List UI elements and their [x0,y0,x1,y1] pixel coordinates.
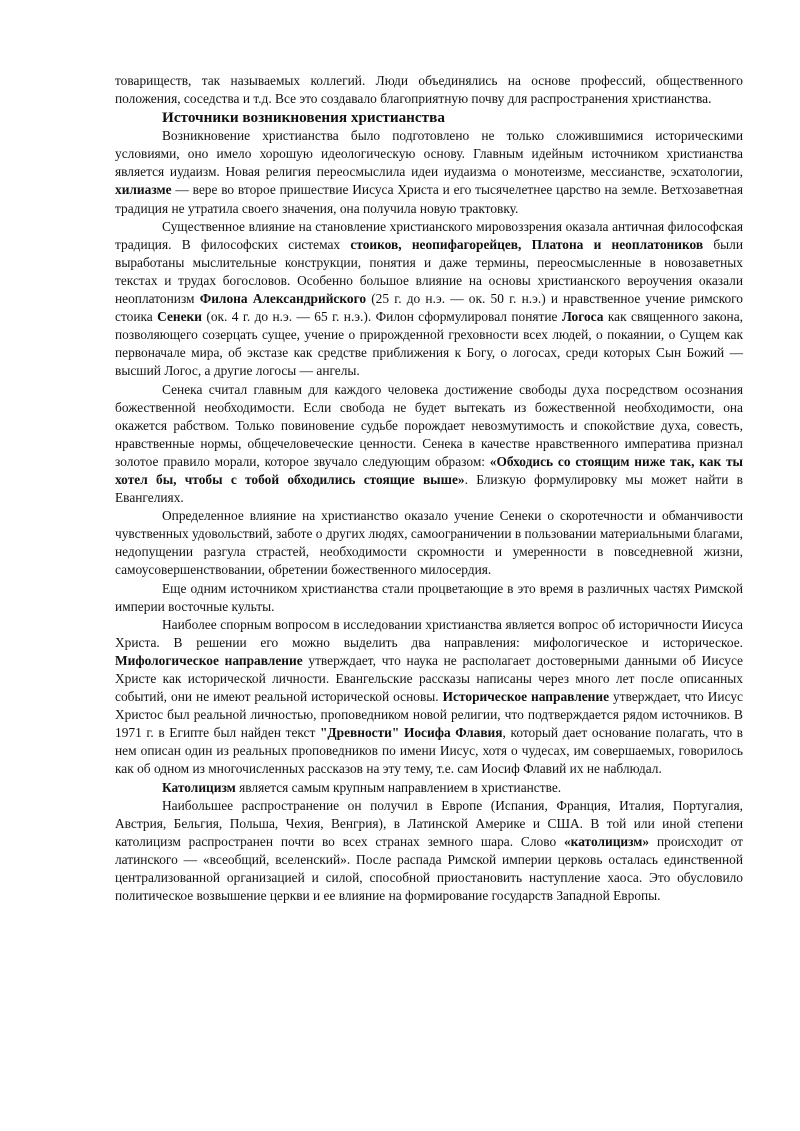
term-catholicism-word: «католицизм» [563,833,650,849]
text-run: , который дает основание полагать, что в нем описан один из реальных проповедников по имени Иисус, хотя о чудесах, им совершаемых, говорилось как об одном из многочисленных рассказов на эту тему, т.е. сам Иосиф Флавий их не наблюдал. [115,725,744,777]
paragraph-text: товариществ, так называемых коллегий. Люди объединялись на основе профессий, общественного положения, соседства и т.д. Все это создавало благоприятную почву для распространения христианства. [115,73,743,107]
term-chiliasm: хилиазме [115,182,172,198]
paragraph-eastern-cults [115,580,743,616]
term-catholicism: Католицизм [162,779,236,795]
text-run: . Близкую формулировку мы может найти в Евангелиях. [115,471,743,506]
text-run: были выработаны мыслительные конструкции, понятия и даже термины, переосмысленные в новозаветных текстах и трудах богословов. Особенно большое влияние на основы христианского вероучения оказали неоплатонизм [115,236,744,307]
term-mythological: Мифологическое направление [115,652,303,668]
term-schools: стоиков, неопифагорейцев, Платона и неоплатоников [350,236,704,252]
paragraph-catholicism [115,779,743,797]
text-run: как священного закона, позволяющего созерцать сущее, учение о прирожденной греховности всех людей, о покаянии, о Сущем как первоначале мира, об экстазе как средстве приближения к Богу, о логосах, среди которых Сын Божий — высший Логос, а другие логосы — ангелы. [115,309,744,379]
text-run: Наиболее спорным вопросом в исследовании христианства является вопрос об историчности Иисуса Христа. В решении его можно выделить два направления: мифологическое и историческое. [115,616,743,650]
text-run: Сенека считал главным для каждого человека достижение свободы духа посредством осознания божественной необходимости. Если свобода не будет вытекать из божественной необходимости, она окажется рабством. Только повиновение судьбе порождает невозмутимость и спокойствие духа, совесть, нравственные нормы, общечеловеческие ценности. Сенека в качестве нравственного императива признал золотое правило морали, которое звучало следующим образом: [115,381,743,469]
golden-rule-quote: «Обходись со стоящим ниже так, как ты хотел бы, чтобы с тобой обходились стоящие выше» [115,453,743,487]
term-philo: Филона Александрийского [199,291,367,307]
paragraph-philosophy [115,218,743,381]
paragraph-catholicism-spread [115,797,743,906]
text-run: Наибольшее распространение он получил в Европе (Испания, Франция, Италия, Португалия, Австрия, Бельгия, Польша, Чехия, Венгрия), в Латинской Америке и США. В той или иной степени католицизм распространен почти во всех странах земного шара. Слово [115,797,743,849]
term-seneca: Сенеки [157,309,202,325]
text-run: утверждает, что наука не располагает достоверными данными об Иисусе Христе как исторической личности. Евангельские рассказы написаны через много лет после описанных событий, они не имеют реальной исторической основы. [115,652,743,705]
paragraph-text: Еще одним источником христианства стали процветающие в это время в различных частях Римской империи восточные культы. [115,580,743,614]
term-josephus: "Древности" Иосифа Флавия [319,725,503,741]
paragraph-seneca-influence [115,507,743,579]
text-run: является самым крупным направлением в христианстве. [235,779,562,795]
section-heading: Источники возникновения христианства [162,109,445,127]
text-run: Существенное влияние на становление христианского мировоззрения оказала античная философская традиция. В философских системах [115,218,743,252]
paragraph-historicity [115,616,743,779]
text-run: Возникновение христианства было подготовлено не только сложившимися историческими условиями, оно имело хорошую идеологическую основу. Главным идейным источником христианства является иудаизм. Новая религия переосмыслила идеи иудаизма о монотеизме, мессианстве, эсхатологии, [115,128,743,180]
paragraph-intro [115,72,743,108]
text-run: утверждает, что Иисус Христос был реальной личностью, проповедником новой религии, что подтверждается рядом источников. В 1971 г. в Египте был найден текст [115,689,743,741]
term-historical: Историческое направление [442,689,610,705]
term-logos: Логоса [561,309,604,325]
paragraph-seneca [115,381,743,508]
text-run: происходит от латинского — «всеобщий, вселенский». После распада Римской империи церковь осталась единственной централизованной организацией и силой, способной приостановить наступление хаоса. Это обусловило политическое возвышение церкви и ее влияние на формирование государств Западной Европы. [115,833,743,904]
text-run: (25 г. до н.э. — ок. 50 г. н.э.) и нравственное учение римского стоика [115,291,743,325]
paragraph-text: Определенное влияние на христианство оказало учение Сенеки о скоротечности и обманчивости чувственных удовольствий, заботе о других людях, самоограничении в пользовании материальными благами, недопущении разгула страстей, необходимости скромности и умеренности в повседневной жизни, самоусовершенствовании, обретении божественного милосердия. [115,508,743,578]
paragraph-judaism [115,127,743,217]
document-page [115,72,743,905]
text-run: — вере во второе пришествие Иисуса Христа и его тысячелетнее царство на земле. Ветхозаветная традиция не утратила своего значения, она получила новую трактовку. [115,182,743,216]
text-run: (ок. 4 г. до н.э. — 65 г. н.э.). Филон сформулировал понятие [202,309,562,325]
